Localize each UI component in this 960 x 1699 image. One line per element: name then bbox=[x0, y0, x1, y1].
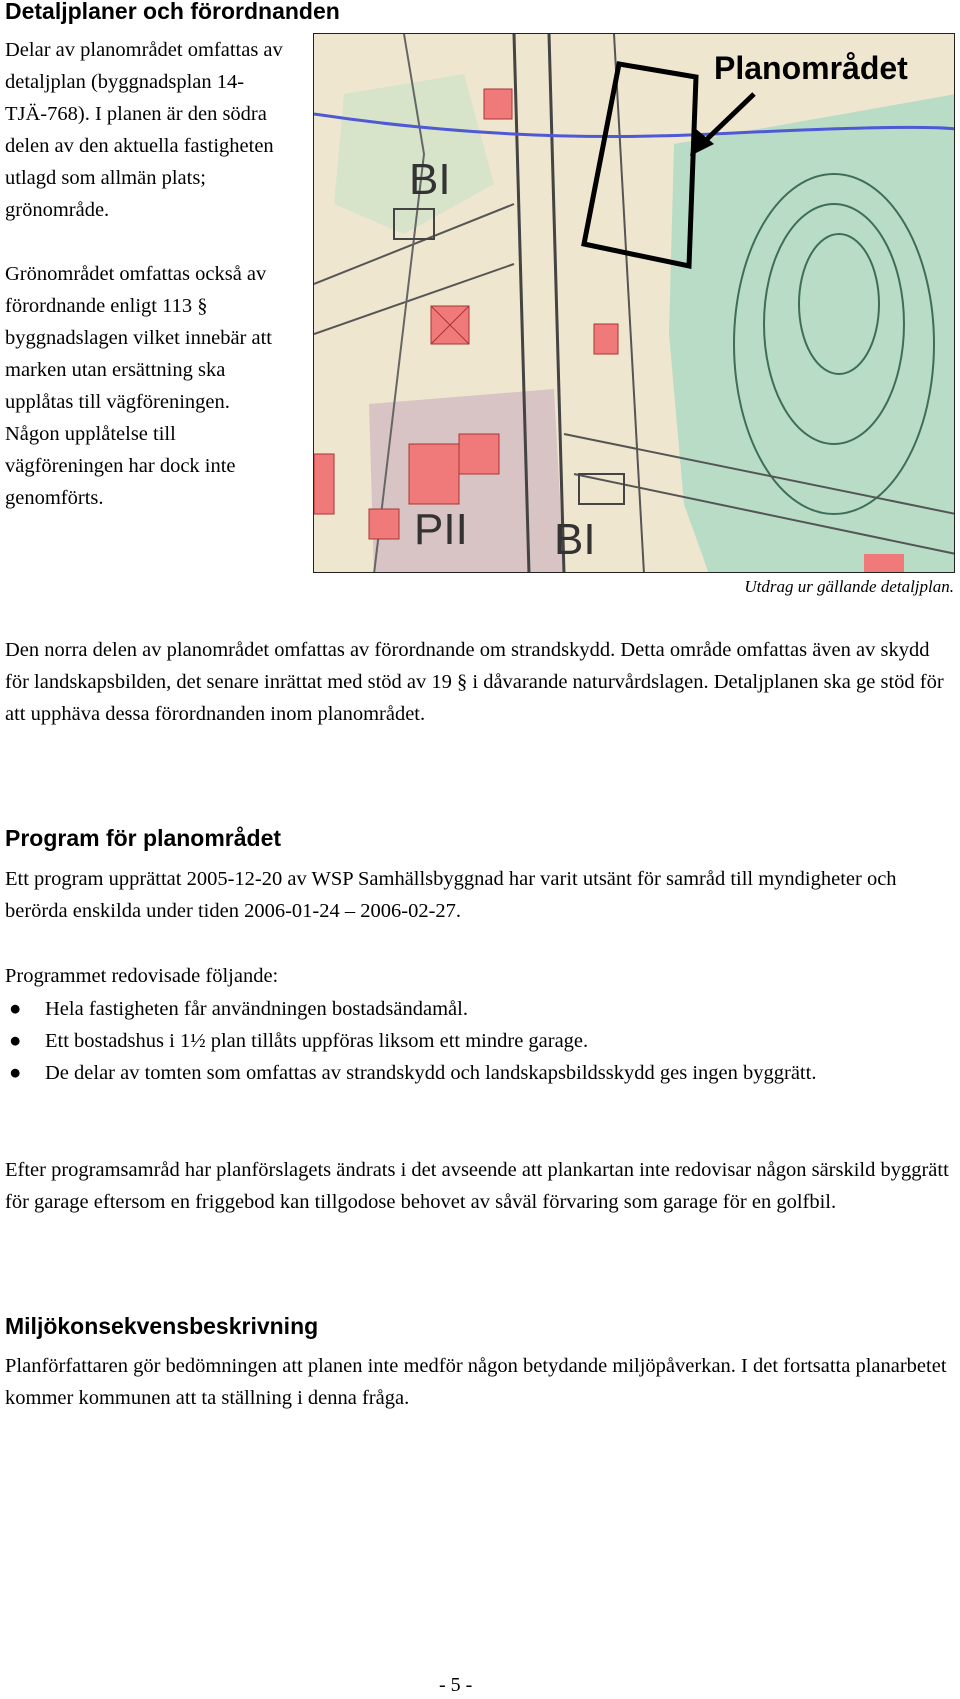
paragraph-programsamrad: Efter programsamråd har planförslagets ändrats i det avseende att plankartan inte redovisar någon särskild byggrätt för garage eftersom en friggebod kan tillgodose behovet av såväl förvaring som garage för en golfbil. bbox=[5, 1159, 949, 1213]
map-zone-label: BI bbox=[554, 515, 596, 564]
map-zone-label: PII bbox=[414, 505, 468, 554]
list-item bbox=[5, 1025, 953, 1057]
page-number: - 5 - bbox=[439, 1674, 473, 1696]
list-item-text: Hela fastigheten får användningen bostadsändamål. bbox=[45, 998, 468, 1020]
bullet-icon: ● bbox=[9, 998, 22, 1020]
paragraph-miljo: Planförfattaren gör bedömningen att planen inte medför någon betydande miljöpåverkan. I det fortsatta planarbetet kommer kommunen att ta ställning i denna fråga. bbox=[5, 1355, 947, 1409]
bullet-icon: ● bbox=[9, 1062, 22, 1084]
bullet-icon: ● bbox=[9, 1030, 22, 1052]
bullet-list bbox=[5, 993, 953, 1089]
list-intro: Programmet redovisade följande: bbox=[5, 965, 279, 987]
map-image bbox=[314, 34, 955, 573]
side-paragraph: Delar av planområdet omfattas av detaljplan (byggnadsplan 14-TJÄ-768). I planen är den södra delen av den aktuella fastigheten utlagd som allmän plats; grönområde. bbox=[5, 39, 283, 221]
list-item bbox=[5, 993, 953, 1025]
detail-plan-map bbox=[313, 33, 955, 573]
map-caption: Utdrag ur gällande detaljplan. bbox=[744, 577, 954, 596]
paragraph-strandskydd: Den norra delen av planområdet omfattas av förordnande om strandskydd. Detta område omfattas även av skydd för landskapsbilden, det senare inrättat med stöd av 19 § i dåvarande naturvårdslagen. Detaljplanen ska ge stöd för att upphäva dessa förordnanden inom planområdet. bbox=[5, 639, 944, 725]
list-item-text: De delar av tomten som omfattas av strandskydd och landskapsbildsskydd ges ingen byggrätt. bbox=[45, 1062, 817, 1084]
map-zone-label: BI bbox=[409, 155, 451, 204]
list-item-text: Ett bostadshus i 1½ plan tillåts uppföras liksom ett mindre garage. bbox=[45, 1030, 589, 1052]
side-text-column bbox=[5, 34, 287, 514]
section-heading-program: Program för planområdet bbox=[5, 825, 282, 851]
paragraph-program: Ett program upprättat 2005-12-20 av WSP Samhällsbyggnad har varit utsänt för samråd till myndigheter och berörda enskilda under tiden 2006-01-24 – 2006-02-27. bbox=[5, 868, 897, 922]
list-item bbox=[5, 1057, 953, 1089]
side-paragraph: Grönområdet omfattas också av förordnande enligt 113 § byggnadslagen vilket innebär att marken utan ersättning ska upplåtas till vägföreningen. Någon upplåtelse till vägföreningen har dock inte genomförts. bbox=[5, 263, 272, 509]
section-heading-miljokonsekvens: Miljökonsekvensbeskrivning bbox=[5, 1313, 319, 1339]
map-planomradet-label: Planområdet bbox=[714, 50, 908, 86]
section-heading-detaljplaner: Detaljplaner och förordnanden bbox=[5, 0, 340, 24]
